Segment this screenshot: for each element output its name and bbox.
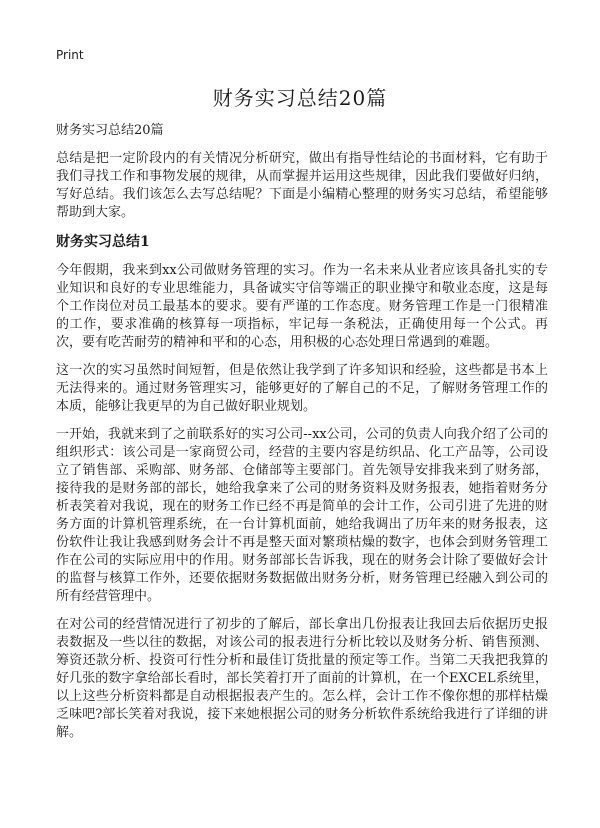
body-paragraph-2: 这一次的实习虽然时间短暂，但是依然让我学到了许多知识和经验，这些都是书本上无法得来的。通过财务管理实习，能够更好的了解自己的不足，了解财务管理工作的本质，能够让我更早的为自己做好职业规划。: [56, 363, 548, 414]
body-paragraph-3: 一开始，我就来到了之前联系好的实习公司--xx公司，公司的负责人向我介绍了公司的组织形式：该公司是一家商贸公司，经营的主要内容是纺织品、化工产品等，公司设立了销售部、采购部、财务部、仓储部等主要部门。首先领导安排我来到了财务部，接待我的是财务部的部长，她给我拿来了公司的财务资料及财务报表，她指着财务分析表笑着对我说，现在的财务工作已经不再是简单的会计工作，公司引进了先进的财务方面的计算机管理系统，在一台计算机面前，她给我调出了历年来的财务报表，这份软件让我让我感到财务会计不再是整天面对繁琐枯燥的数字，也体会到财务管理工作在公司的实际应用中的作用。财务部部长告诉我，现在的财务会计除了要做好会计的监督与核算工作外，还要依据财务数据做出财务分析，财务管理已经融入到公司的所有经营管理中。: [56, 427, 548, 604]
intro-paragraph: 总结是把一定阶段内的有关情况分析研究，做出有指导性结论的书面材料，它有助于我们寻找工作和事物发展的规律，从而掌握并运用这些规律，因此我们要做好归纳，写好总结。我们该怎么去写总结呢？下面是小编精心整理的财务实习总结，希望能够帮助到大家。: [56, 151, 548, 220]
section-heading: 财务实习总结1: [56, 234, 150, 250]
document-body: [56, 122, 548, 752]
document-title: 财务实习总结20篇: [212, 86, 388, 110]
print-label: Print: [56, 48, 84, 62]
body-paragraph-1: 今年假期，我来到xx公司做财务管理的实习。作为一名未来从业者应该具备扎实的专业知识和良好的专业思维能力，具备诚实守信等端正的职业操守和敬业态度，这是每个工作岗位对员工最基本的要求。要有严谨的工作态度。财务管理工作是一门很精准的工作，要求准确的核算每一项指标，牢记每一条税法，正确使用每一个公式。再次，要有吃苦耐劳的精神和平和的心态，用积极的心态处理日常遇到的难题。: [56, 263, 548, 350]
document-subtitle: 财务实习总结20篇: [56, 123, 164, 138]
body-paragraph-4: 在对公司的经营情况进行了初步的了解后，部长拿出几份报表让我回去后依据历史报表数据及一些以往的数据，对该公司的报表进行分析比较以及财务分析、销售预测、筹资还款分析、投资可行性分析和最佳订货批量的预定等工作。当第二天我把我算的好几张的数字拿给部长看时，部长笑着打开了面前的计算机，在一个EXCEL系统里，以上这些分析资料都是自动根据报表产生的。怎么样，会计工作不像你想的那样枯燥乏味吧?部长笑着对我说，接下来她根据公司的财务分析软件系统给我进行了详细的讲解。: [56, 617, 548, 740]
